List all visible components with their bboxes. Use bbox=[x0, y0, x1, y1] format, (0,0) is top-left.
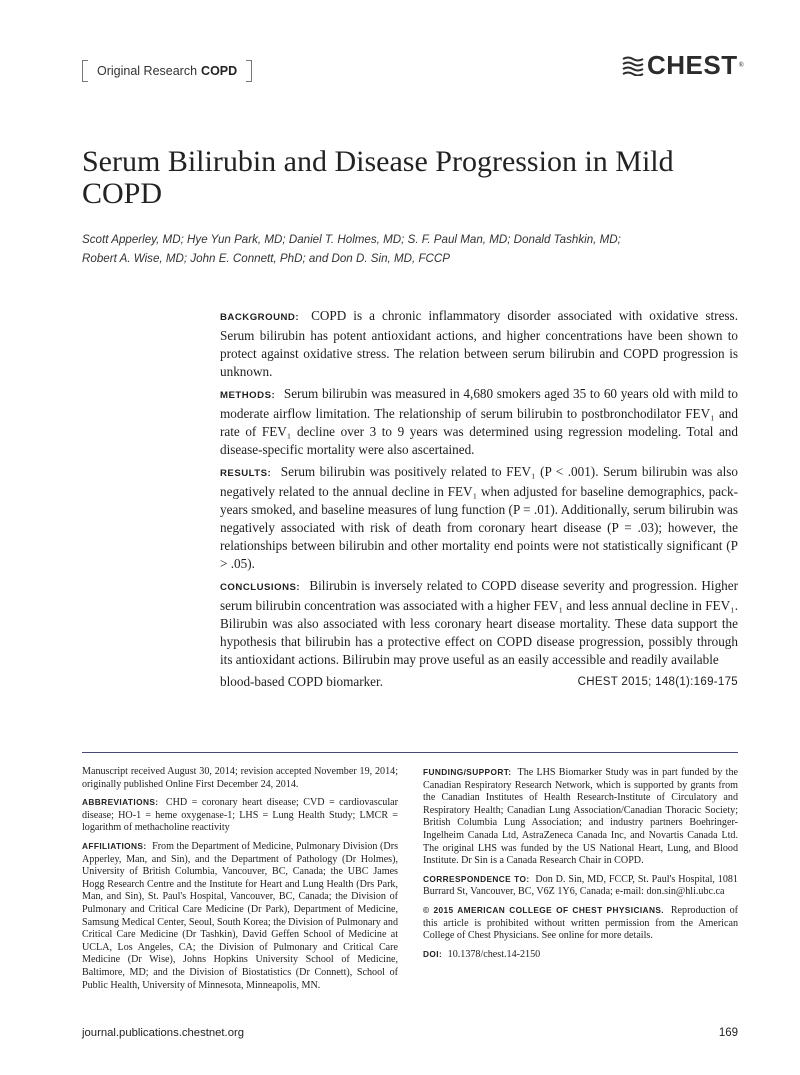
background-label: BACKGROUND: bbox=[220, 312, 300, 323]
logo-registered-mark: ® bbox=[738, 61, 744, 69]
abbreviations-label: ABBREVIATIONS: bbox=[82, 797, 159, 808]
article-title: Serum Bilirubin and Disease Progression in Mild COPD bbox=[82, 145, 674, 210]
doi-label: DOI: bbox=[423, 948, 443, 959]
author-list bbox=[82, 230, 732, 268]
manuscript-note: Manuscript received August 30, 2014; revision accepted November 19, 2014; originally published Online First December 24, 2014. bbox=[82, 766, 398, 790]
conclusions-text: Bilirubin is inversely related to COPD disease severity and progression. Higher serum bilirubin concentration was associated with a higher FEV₁ and less annual decline in FEV₁. Bilirubin was also associated with less coronary heart disease mortality. These data support the hypothesis that bilirubin has a protective effect on COPD disease progression, possibly through its antioxidant actions. Bilirubin may prove useful as an easily accessible and readily available bbox=[220, 578, 738, 667]
copyright-note bbox=[423, 904, 738, 943]
footnote-divider bbox=[82, 752, 738, 753]
footnotes-left-column bbox=[82, 766, 398, 997]
correspondence-note bbox=[423, 873, 738, 899]
doi-note bbox=[423, 948, 738, 962]
page-number: 169 bbox=[718, 1027, 738, 1039]
doi-text: 10.1378/chest.14-2150 bbox=[447, 948, 541, 960]
abbreviations-note bbox=[82, 796, 398, 835]
abstract-background bbox=[220, 307, 738, 381]
left-bracket bbox=[82, 60, 88, 82]
affiliations-label: AFFILIATIONS: bbox=[82, 840, 147, 851]
citation: CHEST 2015; 148(1):169-175 bbox=[577, 676, 738, 688]
abstract-results bbox=[220, 463, 738, 573]
chest-logo-waves-icon bbox=[622, 54, 644, 76]
chest-logo bbox=[622, 52, 744, 78]
methods-label: METHODS: bbox=[220, 390, 276, 401]
abbreviations-text: CHD = coronary heart disease; CVD = cardiovascular disease; HO-1 = heme oxygenase-1; LHS = Lung Health Study; LMCR = logarithm of methacholine reactivity bbox=[82, 797, 398, 834]
affiliations-note bbox=[82, 840, 398, 992]
methods-text: Serum bilirubin was measured in 4,680 smokers aged 35 to 60 years old with mild to moderate airflow limitation. The relationship of serum bilirubin to postbronchodilator FEV₁ and rate of FEV₁ decline over 3 to 9 years was determined using regression modeling. Total and disease-specific mortality were also ascertained. bbox=[220, 386, 739, 457]
results-text: Serum bilirubin was positively related to FEV₁ (P < .001). Serum bilirubin was also negatively related to the annual decline in FEV₁ when adjusted for baseline demographics, pack-years smoked, and baseline measures of lung function (P = .01). Additionally, serum bilirubin was negatively associated with risk of death from coronary heart disease (P = .03); however, the relationships between bilirubin and other mortality end points were not statistically significant (P > .05). bbox=[220, 464, 738, 571]
background-text: COPD is a chronic inflammatory disorder associated with oxidative stress. Serum bilirubin has potent antioxidant actions, and higher concentrations have been shown to protect against oxidative stress. The relation between serum bilirubin and COPD progression is unknown. bbox=[220, 308, 738, 379]
funding-label: FUNDING/SUPPORT: bbox=[423, 767, 512, 777]
copyright-text: Reproduction of this article is prohibited without written permission from the American College of Chest Physicians. See online for more details. bbox=[423, 904, 738, 942]
footnotes-right-column bbox=[423, 766, 738, 966]
abstract-conclusions bbox=[220, 577, 738, 669]
section-tag bbox=[82, 60, 252, 82]
journal-url[interactable]: journal.publications.chestnet.org bbox=[82, 1027, 245, 1039]
funding-text: The LHS Biomarker Study was in part funded by the Canadian Respiratory Research Network, which is supported by grants from the Canadian Institutes of Health Research-Institute of Circulatory and Respiratory Health; Canadian Lung Association/Canadian Thoracic Society; British Columbia Lung Association; and industry partners Boehringer-Ingelheim Canada Ltd, AstraZeneca Canada Inc, and Novartis Canada Ltd. The original LHS was funded by the US National Heart, Lung, and Blood Institute. Dr Sin is a Canada Research Chair in COPD. bbox=[423, 767, 738, 867]
affiliations-text: From the Department of Medicine, Pulmonary Division (Drs Apperley, Man, and Sin), and the Department of Pathology (Dr Holmes), University of British Columbia, Vancouver, BC, Canada; the UBC James Hogg Research Centre and the Institute for Heart and Lung Health (Drs Park, Man, and Sin), St. Paul's Hospital, Vancouver, BC, Canada; the Division of Pulmonary and Critical Care Medicine (Dr Park), Department of Medicine, Samsung Medical Center, Seoul, South Korea; the Division of Pulmonary and Critical Care Medicine (Dr Tashkin), David Geffen School of Medicine at UCLA, Los Angeles, CA; the Division of Pulmonary and Critical Care Medicine (Dr Wise), Johns Hopkins University School of Medicine, Baltimore, MD; and the Division of Biostatistics (Dr Connett), School of Public Health, University of Minnesota, Minneapolis, MN. bbox=[82, 840, 398, 991]
authors-line-1: Scott Apperley, MD; Hye Yun Park, MD; Daniel T. Holmes, MD; S. F. Paul Man, MD; Donald Tashkin, MD; bbox=[82, 233, 621, 246]
abstract bbox=[220, 307, 738, 691]
right-bracket bbox=[246, 60, 252, 82]
abstract-methods bbox=[220, 385, 738, 459]
correspondence-text: Don D. Sin, MD, FCCP, St. Paul's Hospital, 1081 Burrard St, Vancouver, BC, V6Z 1Y6, Canada; e-mail: don.sin@hli.ubc.ca bbox=[423, 873, 738, 898]
copyright-label: © 2015 AMERICAN COLLEGE OF CHEST PHYSICIANS. bbox=[423, 904, 664, 915]
conclusions-last: blood-based COPD biomarker. bbox=[220, 674, 383, 689]
conclusions-label: CONCLUSIONS: bbox=[220, 582, 301, 593]
section-topic: COPD bbox=[201, 64, 238, 78]
section-label: Original Research bbox=[97, 64, 198, 78]
authors-line-2: Robert A. Wise, MD; John E. Connett, PhD; and Don D. Sin, MD, FCCP bbox=[82, 252, 451, 265]
chest-logo-text: CHEST bbox=[647, 50, 738, 80]
funding-note bbox=[423, 766, 738, 868]
abstract-last-line bbox=[220, 673, 738, 691]
results-label: RESULTS: bbox=[220, 468, 272, 479]
correspondence-label: CORRESPONDENCE TO: bbox=[423, 873, 530, 884]
